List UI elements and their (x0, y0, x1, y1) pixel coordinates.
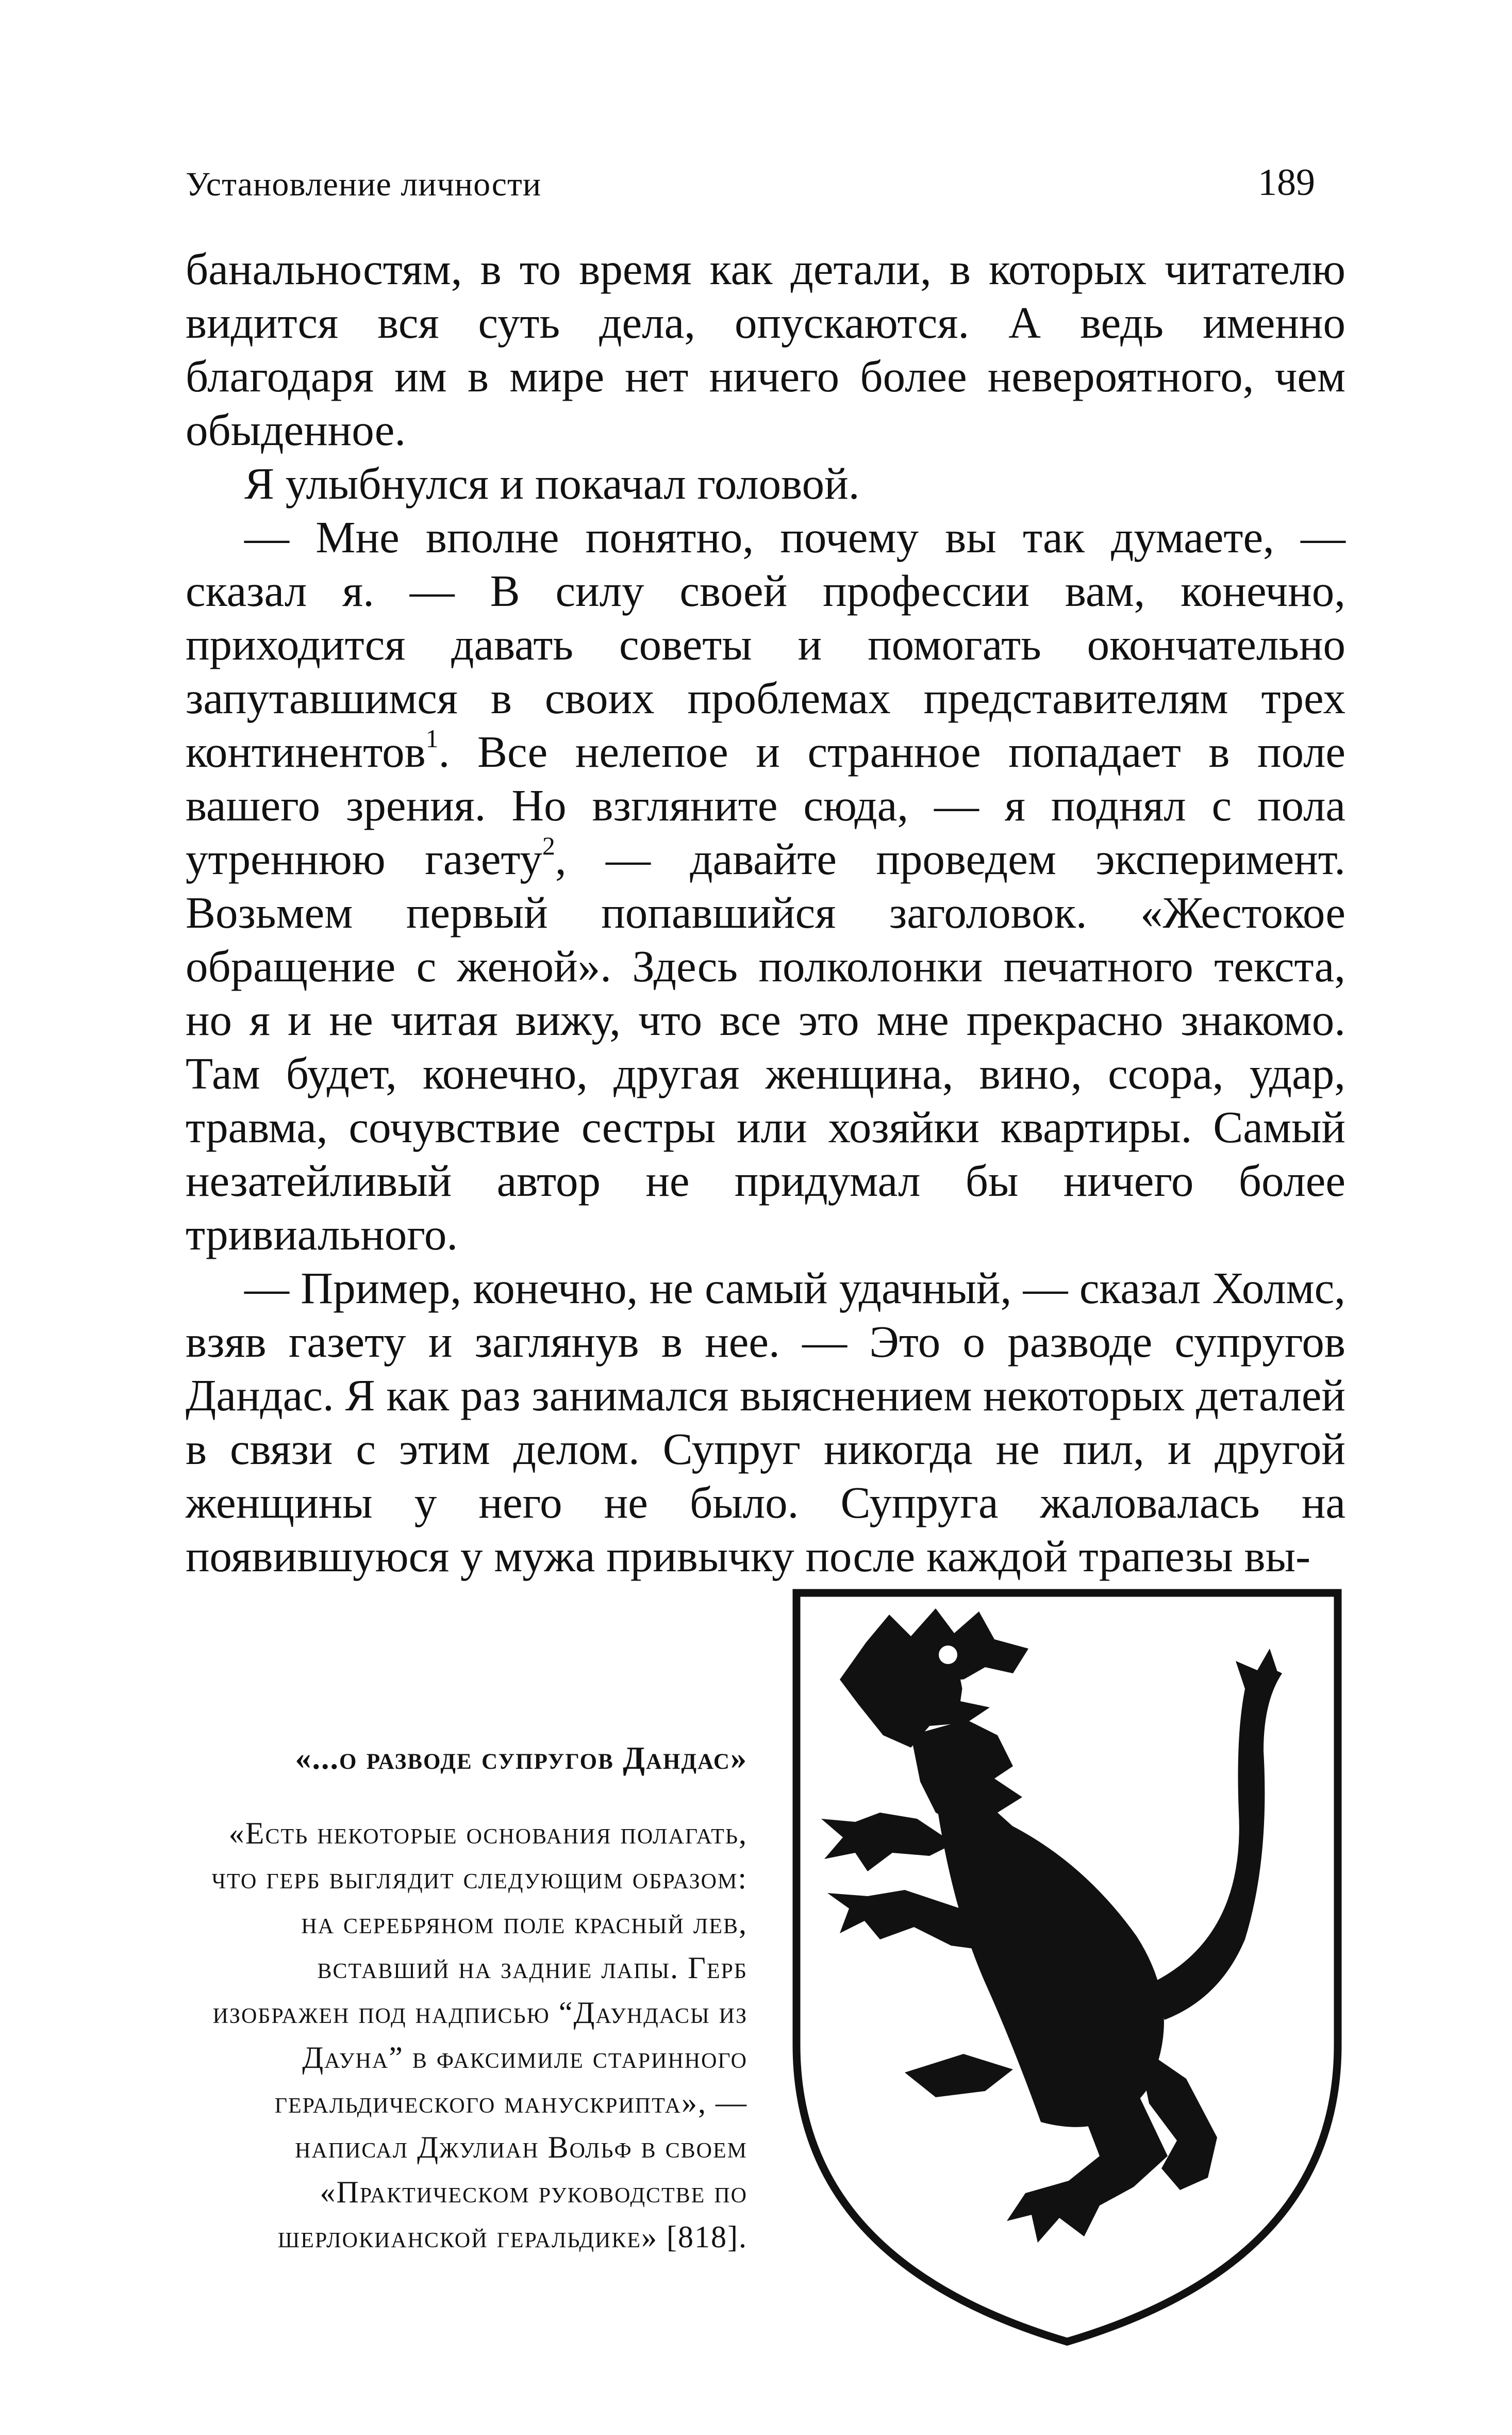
body-text (186, 242, 1345, 1583)
footnote-marker-1: 1 (425, 724, 439, 753)
paragraph-4: — Пример, конечно, не самый удачный, — сказал Холмс, взяв газету и заглянув в нее. — Это о разводе супругов Дандас. Я как раз занимался выяснением некоторых деталей в связи с этим делом. Супруг никогда не пил, и другой женщины у него не было. Супруга жаловалась на появившуюся у мужа привычку после каждой трапезы вы- (186, 1263, 1345, 1581)
paragraph-3-part-1: — Мне вполне понятно, почему вы так думаете, — сказал я. — В силу своей профессии вам, конечно, приходится давать советы и помогать окончательно запутавшимся в своих проблемах представителям трех континентов (186, 512, 1345, 777)
sidebar-note (180, 1738, 747, 2260)
page-number: 189 (1258, 161, 1315, 204)
paragraph-1: банальностям, в то время как детали, в которых читателю видится вся суть дела, опускаются. А ведь именно благодаря им в мире нет ничего более невероятного, чем обыденное. (186, 244, 1345, 455)
footnote-marker-2: 2 (542, 831, 555, 860)
paragraph-3-part-2: . Все нелепое и странное попадает в поле вашего зрения. Но взгляните сюда, — я поднял с пола утреннюю газету (186, 727, 1345, 884)
sidebar-heading: «...о разводе супругов Дандас» (295, 1741, 747, 1776)
paragraph-3-part-3: , — давайте проведем эксперимент. Возьмем первый попавшийся заголовок. «Жестокое обращение с женой». Здесь полколонки печатного текста, но я и не читая вижу, что все это мне прекрасно знакомо. Там будет, конечно, другая женщина, вино, ссора, удар, травма, сочувствие сестры или хозяйки квартиры. Самый незатейливый автор не придумал бы ничего более тривиального. (186, 834, 1345, 1259)
running-head: Установление личности (186, 166, 542, 203)
paragraph-3 (186, 511, 1345, 1261)
heraldic-shield-rampant-lion-icon (781, 1581, 1353, 2354)
sidebar-text: «Есть некоторые основания полагать, что герб выглядит следующим образом: на серебряном поле красный лев, вставший на задние лапы. Герб изображен под надписью “Даундасы из Дауна” в факсимиле старинного геральдического манускрипта», — написал Джулиан Вольф в своем «Практическом руководстве по шерлокианской геральдике» [818]. (211, 1816, 747, 2254)
paragraph-2: Я улыбнулся и покачал головой. (244, 458, 860, 508)
